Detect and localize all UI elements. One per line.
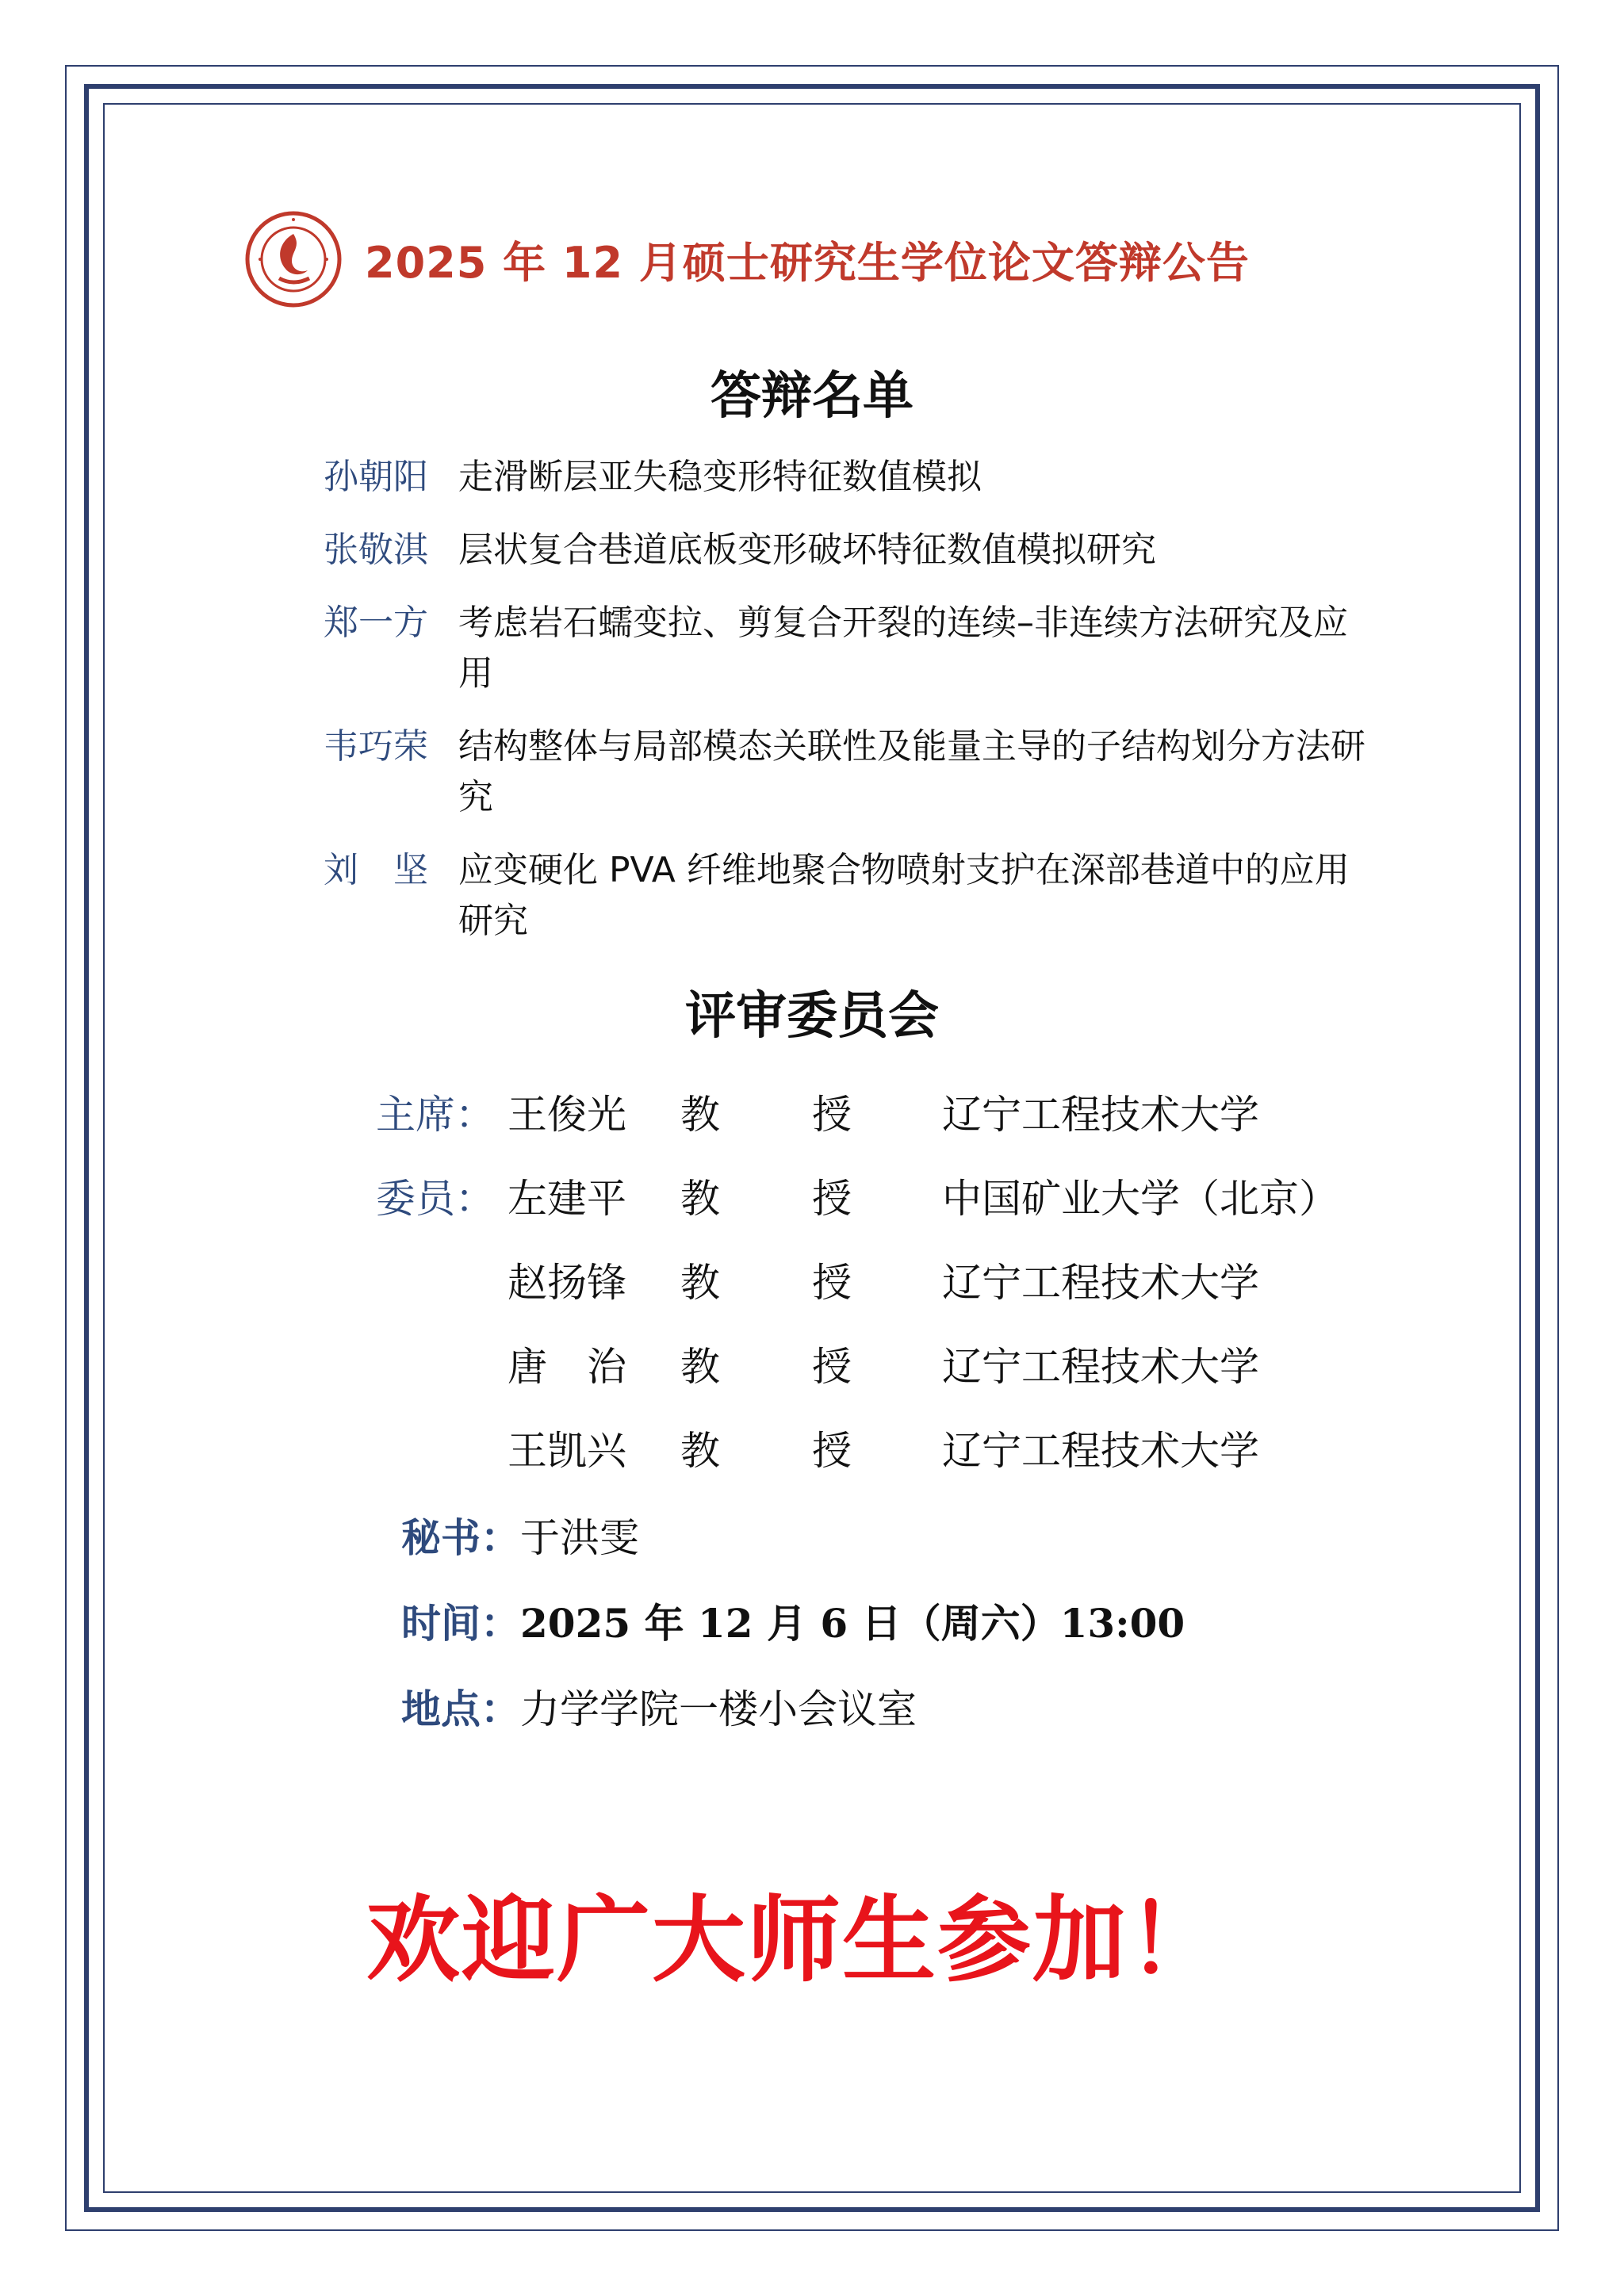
student-name: 孙朝阳 <box>324 457 428 497</box>
thesis-topic: 走滑断层亚失稳变形特征数值模拟 <box>458 457 982 497</box>
member-org: 辽宁工程技术大学 <box>942 1428 1259 1474</box>
university-seal-icon <box>244 210 343 308</box>
announcement-header <box>244 208 1250 311</box>
member-org: 中国矿业大学（北京） <box>942 1176 1339 1222</box>
defense-place: 力学学院一楼小会议室 <box>520 1686 917 1732</box>
place-line <box>401 1678 917 1741</box>
member-name: 唐 治 <box>508 1344 626 1390</box>
student-name: 韦巧荣 <box>324 726 428 767</box>
secretary-label: 秘书： <box>401 1515 520 1561</box>
member-label: 委员： <box>376 1176 495 1222</box>
thesis-topic: 结构整体与局部模态关联性及能量主导的子结构划分方法研究 <box>458 726 1365 817</box>
member-org: 辽宁工程技术大学 <box>942 1344 1259 1390</box>
list-item <box>324 598 1402 699</box>
student-name: 刘 坚 <box>324 850 428 890</box>
welcome-banner: 欢迎广大师生参加！ <box>366 1885 1224 1995</box>
member-title: 教 授 <box>680 1260 852 1306</box>
announcement-title: 2025 年 12 月硕士研究生学位论文答辩公告 <box>365 237 1250 288</box>
member-title: 教 授 <box>680 1176 852 1222</box>
place-label: 地点： <box>401 1686 520 1732</box>
student-name: 张敬淇 <box>324 530 428 570</box>
member-title: 教 授 <box>680 1344 852 1390</box>
list-item <box>324 452 1402 503</box>
student-name: 郑一方 <box>324 603 428 643</box>
member-name: 王俊光 <box>508 1092 626 1138</box>
thesis-topic: 考虑岩石蠕变拉、剪复合开裂的连续–非连续方法研究及应用 <box>458 603 1348 694</box>
member-title: 教 授 <box>680 1092 852 1138</box>
list-item <box>324 845 1402 947</box>
time-label: 时间： <box>401 1601 520 1647</box>
member-title: 教 授 <box>680 1428 852 1474</box>
thesis-topic: 应变硬化 PVA 纤维地聚合物喷射支护在深部巷道中的应用研究 <box>458 850 1350 941</box>
defense-list-heading: 答辩名单 <box>710 367 914 426</box>
list-item <box>324 525 1402 576</box>
time-line <box>401 1592 1185 1655</box>
member-name: 左建平 <box>508 1176 626 1222</box>
defense-time: 2025 年 12 月 6 日（周六）13:00 <box>520 1600 1185 1647</box>
member-org: 辽宁工程技术大学 <box>942 1260 1259 1306</box>
member-org: 辽宁工程技术大学 <box>942 1092 1259 1138</box>
member-name: 赵扬锋 <box>508 1260 626 1306</box>
secretary-line <box>401 1506 639 1570</box>
chair-label: 主席： <box>376 1092 495 1138</box>
list-item <box>324 721 1402 823</box>
secretary-name: 于洪雯 <box>520 1515 639 1561</box>
thesis-topic: 层状复合巷道底板变形破坏特征数值模拟研究 <box>458 530 1156 570</box>
member-name: 王凯兴 <box>508 1428 626 1474</box>
committee-heading: 评审委员会 <box>685 987 939 1046</box>
